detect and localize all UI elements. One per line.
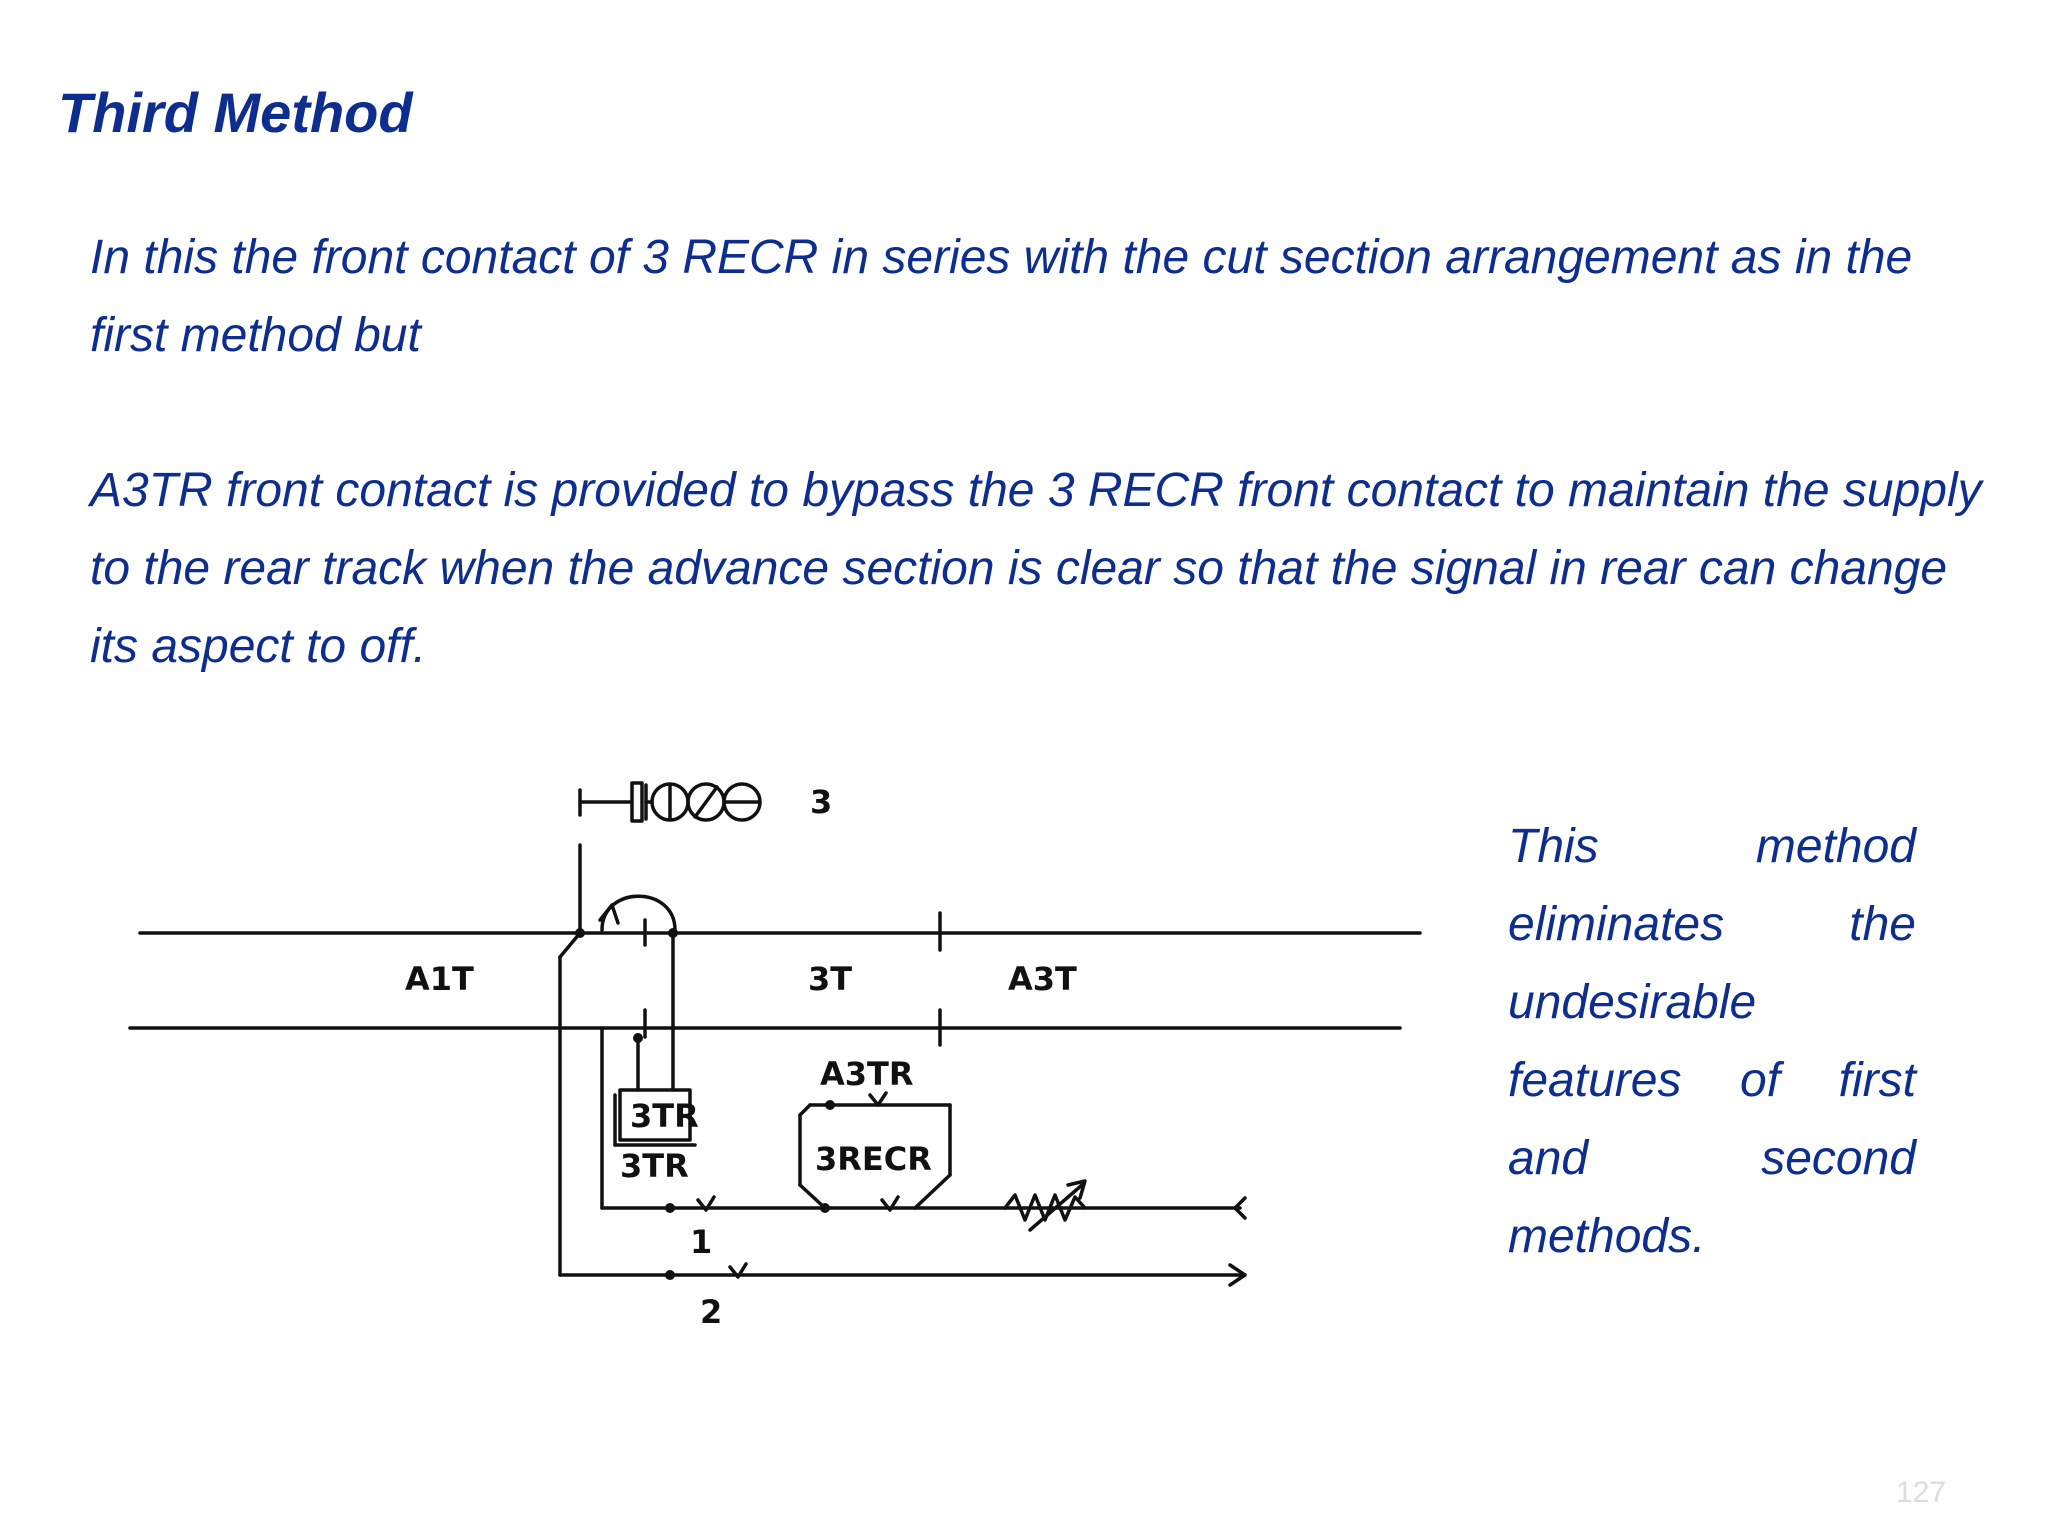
- contact-1-label: 1: [690, 1223, 713, 1261]
- page-number: 127: [1896, 1476, 1947, 1509]
- signal-number-label: 3: [810, 783, 833, 821]
- paragraph-intro: In this the front contact of 3 RECR in series with the cut section arrangement as in the first method but: [90, 231, 1913, 362]
- a1t-label: A1T: [405, 960, 474, 998]
- 3recr-label: 3RECR: [815, 1140, 932, 1178]
- 3tr-contact-label: 3TR: [620, 1147, 689, 1185]
- side-note: This method eliminates the undesirable features of first and second methods.: [1508, 820, 1916, 1263]
- circuit-diagram: [90, 745, 1440, 1375]
- paragraph-a3tr: A3TR front contact is provided to bypass the 3 RECR front contact to maintain the supply to the rear track when the advance section is clear so that the signal in rear can change its aspect to off.: [90, 464, 1982, 673]
- signal-symbol: [580, 783, 760, 821]
- circuit-diagram-svg: [90, 745, 1440, 1375]
- a3t-label: A3T: [1008, 960, 1077, 998]
- 3t-label: 3T: [808, 960, 853, 998]
- 3tr-box-label: 3TR: [630, 1097, 699, 1135]
- a3tr-label: A3TR: [820, 1055, 914, 1093]
- a3tr-contact-mark: [870, 1093, 886, 1105]
- contact-2-label: 2: [700, 1293, 723, 1331]
- slide-title: Third Method: [58, 81, 413, 144]
